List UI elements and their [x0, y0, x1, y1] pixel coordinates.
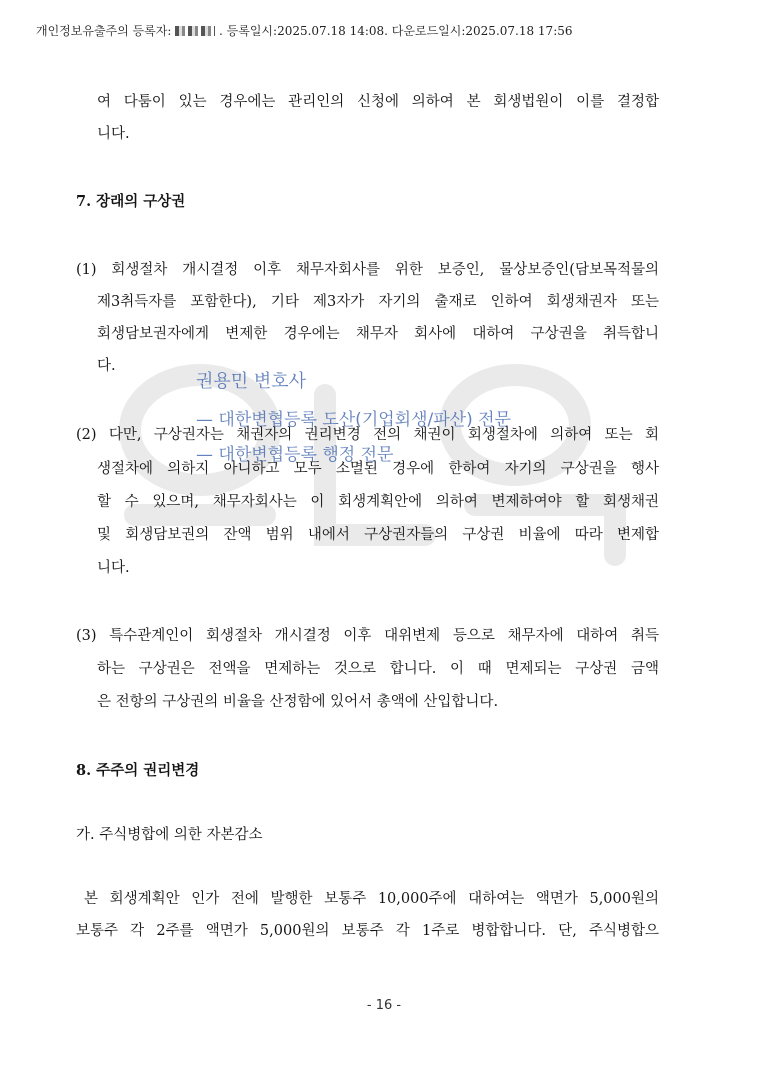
paragraph-line: 다.	[97, 358, 116, 374]
paragraph-line: 은 전항의 구상권의 비율을 산정함에 있어서 총액에 산입합니다.	[97, 694, 499, 710]
paragraph-line: 본 회생계획안 인가 전에 발행한 보통주 10,000주에 대하여는 액면가 5,000원의	[84, 891, 659, 907]
paragraph-line: 하는 구상권은 전액을 면제하는 것으로 합니다. 이 때 면제되는 구상권 금액	[97, 661, 659, 677]
page-header	[36, 22, 736, 39]
paragraph-line: 회생담보권자에게 변제한 경우에는 채무자 회사에 대하여 구상권을 취득합니	[97, 326, 659, 342]
paragraph-line: 보통주 각 2주를 액면가 5,000원의 보통주 각 1주로 병합합니다. 단, 주식병합으	[76, 923, 659, 939]
paragraph-line: 생절차에 의하지 아니하고 모두 소멸된 경우에 한하여 자기의 구상권을 행사	[97, 461, 659, 477]
header-suffix: . 등록일시:2025.07.18 14:08. 다운로드일시:2025.07.18 17:56	[219, 24, 573, 38]
header-prefix: 개인정보유출주의 등록자:	[36, 24, 172, 38]
section-heading: 7. 장래의 구상권	[76, 193, 186, 210]
page-number: - 16 -	[366, 998, 402, 1013]
paragraph-line: (1) 회생절차 개시결정 이후 채무자회사를 위한 보증인, 물상보증인(담보목적물의	[76, 262, 659, 278]
paragraph-line: 니다.	[97, 560, 130, 576]
paragraph-line: 제3취득자를 포함한다), 기타 제3자가 자기의 출재로 인하여 회생채권자 또는	[97, 294, 659, 310]
watermark-line: — 대한변협등록 행정 전문	[196, 445, 394, 465]
masked-name-image	[175, 26, 215, 36]
paragraph-line: 니다.	[97, 126, 130, 142]
watermark-line: — 대한변협등록 도산(기업회생/파산) 전문	[196, 410, 511, 430]
watermark-name: 권용민 변호사	[196, 371, 307, 392]
subsection-heading: 가. 주식병합에 의한 자본감소	[76, 827, 263, 843]
paragraph-line: 할 수 있으며, 채무자회사는 이 회생계획안에 의하여 변제하여야 할 회생채권	[97, 494, 659, 510]
paragraph-line: (2) 다만, 구상권자는 채권자의 권리변경 전의 채권이 회생절차에 의하여 또는 회	[76, 427, 659, 443]
paragraph-line: 여 다툼이 있는 경우에는 관리인의 신청에 의하여 본 회생법원이 이를 결정합	[97, 94, 659, 110]
paragraph-line: (3) 특수관계인이 회생절차 개시결정 이후 대위변제 등으로 채무자에 대하여 취득	[76, 628, 659, 644]
paragraph-line: 및 회생담보권의 잔액 범위 내에서 구상권자들의 구상권 비율에 따라 변제합	[97, 527, 659, 543]
section-heading: 8. 주주의 권리변경	[76, 762, 200, 779]
